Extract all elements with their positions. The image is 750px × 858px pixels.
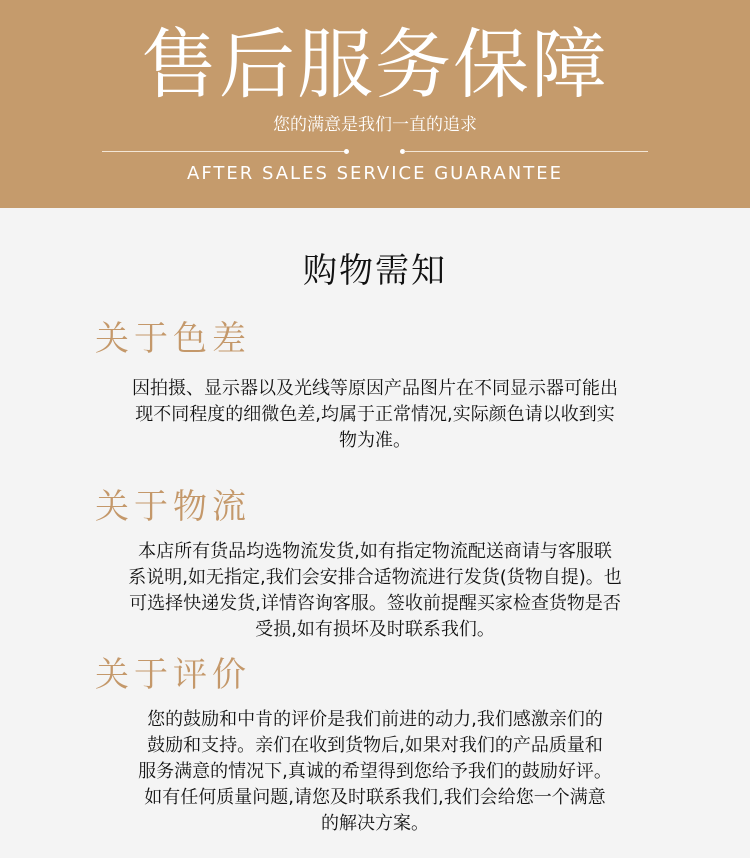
section-body-logistics: 本店所有货品均选物流发货,如有指定物流配送商请与客服联 系说明,如无指定,我们会安排合适物流进行发货(货物自提)。也 可选择快递发货,详情咨询客服。签收前提醒买家检查货物是否 受损,如有损坏及时联系我们。 xyxy=(128,541,622,640)
divider-right xyxy=(404,151,648,152)
section-body-reviews: 您的鼓励和中肯的评价是我们前进的动力,我们感激亲们的 鼓励和支持。亲们在收到货物后,如果对我们的产品质量和 服务满意的情况下,真诚的希望得到您给予我们的鼓励好评。 如有任何质量问题,请您及时联系我们,我们会给您一个满意 的解决方案。 xyxy=(138,709,612,834)
section-title-reviews: 关于评价 xyxy=(95,655,251,695)
header-subtitle: 您的满意是我们一直的追求 xyxy=(273,115,477,135)
header-banner xyxy=(0,0,750,208)
main-title: 购物需知 xyxy=(303,251,447,291)
header-title: 售后服务保障 xyxy=(141,20,609,109)
header-english-title: AFTER SALES SERVICE GUARANTEE xyxy=(187,163,563,184)
section-title-color-difference: 关于色差 xyxy=(95,319,251,359)
section-title-logistics: 关于物流 xyxy=(95,487,251,527)
divider-dot-left xyxy=(344,149,349,154)
section-body-color-difference: 因拍摄、显示器以及光线等原因产品图片在不同显示器可能出 现不同程度的细微色差,均属于正常情况,实际颜色请以收到实 物为准。 xyxy=(132,378,618,451)
divider-left xyxy=(102,151,346,152)
